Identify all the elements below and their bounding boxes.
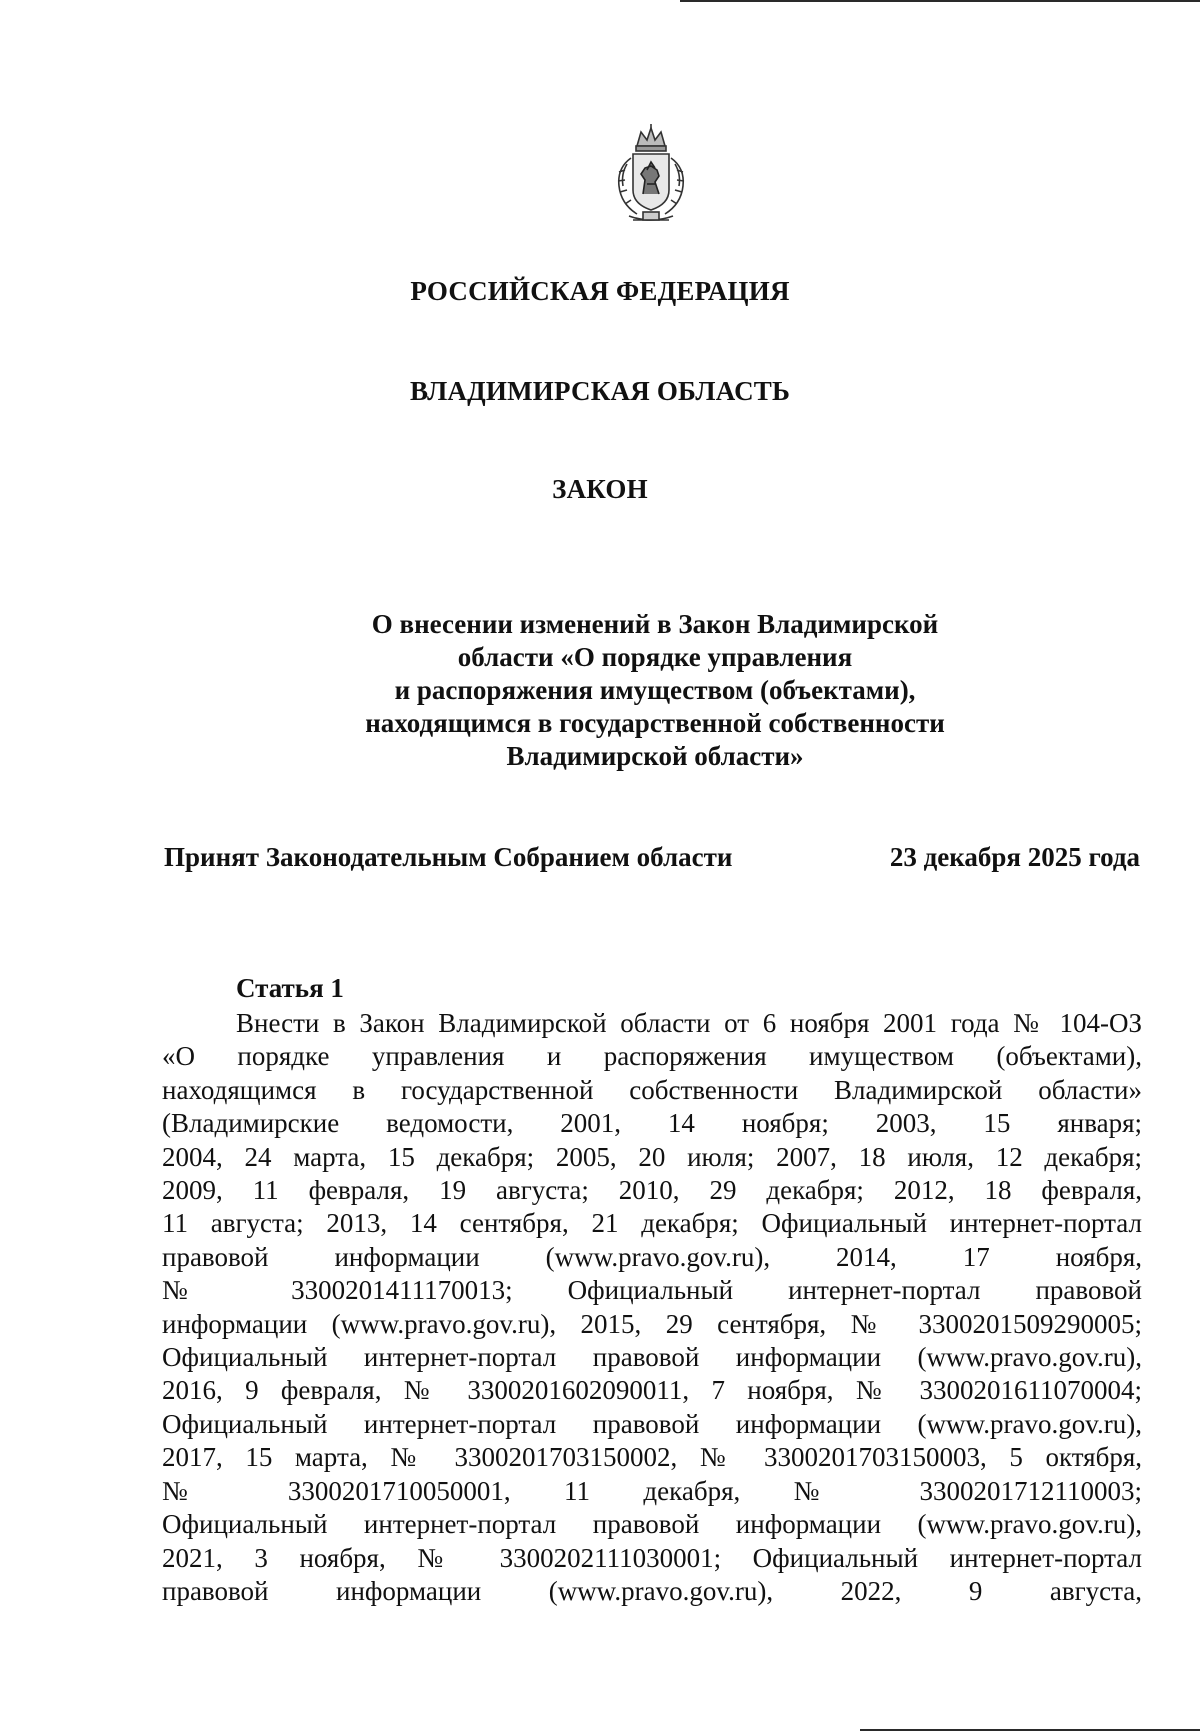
article-title: Статья 1	[236, 973, 344, 1003]
law-title-line: О внесении изменений в Закон Владимирской	[371, 609, 939, 639]
top-rule	[680, 0, 1200, 2]
article-text-line: Официальный интернет-портал правовой информации (www.pravo.gov.ru),	[162, 1342, 1142, 1373]
article-text-line: Официальный интернет-портал правовой информации (www.pravo.gov.ru),	[162, 1408, 1142, 1439]
article-body	[162, 1007, 1142, 1608]
bottom-rule	[860, 1729, 1200, 1731]
article-text-line: 2017, 15 марта, № 3300201703150002, № 3300201703150003, 5 октября,	[162, 1442, 1142, 1473]
article-text-line: «О порядке управления и распоряжения имуществом (объектами),	[162, 1041, 1142, 1072]
article-text-line: 2021, 3 ноября, № 3300202111030001; Официальный интернет-портал	[162, 1542, 1142, 1573]
article-text-line: находящимся в государственной собственности Владимирской области»	[162, 1074, 1142, 1105]
article-text-line: информации (www.pravo.gov.ru), 2015, 29 сентября, № 3300201509290005;	[162, 1308, 1142, 1339]
adoption-date: 23 декабря 2025 года	[889, 842, 1140, 872]
law-title-line: Владимирской области»	[506, 741, 804, 771]
article-text-line: правовой информации (www.pravo.gov.ru), 2022, 9 августа,	[162, 1575, 1142, 1606]
article-text-line: 2016, 9 февраля, № 3300201602090011, 7 ноября, № 3300201611070004;	[162, 1375, 1142, 1406]
article-text-line: правовой информации (www.pravo.gov.ru), 2014, 17 ноября,	[162, 1241, 1142, 1272]
law-title	[330, 608, 980, 773]
coat-of-arms-icon	[603, 124, 699, 228]
law-title-line: области «О порядке управления	[457, 642, 853, 672]
article-text-line: 11 августа; 2013, 14 сентября, 21 декабря; Официальный интернет-портал	[162, 1208, 1142, 1239]
law-title-line: и распоряжения имуществом (объектами),	[394, 675, 916, 705]
article-text-line: Внести в Закон Владимирской области от 6 ноября 2001 года № 104-ОЗ	[236, 1008, 1142, 1038]
article-text-line: (Владимирские ведомости, 2001, 14 ноября; 2003, 15 января;	[162, 1108, 1142, 1139]
article-text-line: 2004, 24 марта, 15 декабря; 2005, 20 июля; 2007, 18 июля, 12 декабря;	[162, 1141, 1142, 1172]
article-text-line: № 3300201710050001, 11 декабря, № 3300201712110003;	[162, 1475, 1142, 1506]
adopted-by-text: Принят Законодательным Собранием области	[164, 842, 733, 872]
article-text-line: 2009, 11 февраля, 19 августа; 2010, 29 декабря; 2012, 18 февраля,	[162, 1175, 1142, 1206]
region-heading: ВЛАДИМИРСКАЯ ОБЛАСТЬ	[409, 376, 791, 406]
document-type-heading: ЗАКОН	[552, 474, 648, 504]
law-title-line: находящимся в государственной собственности	[365, 708, 945, 738]
article-text-line: Официальный интернет-портал правовой информации (www.pravo.gov.ru),	[162, 1509, 1142, 1540]
federation-heading: РОССИЙСКАЯ ФЕДЕРАЦИЯ	[410, 276, 790, 306]
article-text-line: № 3300201411170013; Официальный интернет-портал правовой	[162, 1275, 1142, 1306]
